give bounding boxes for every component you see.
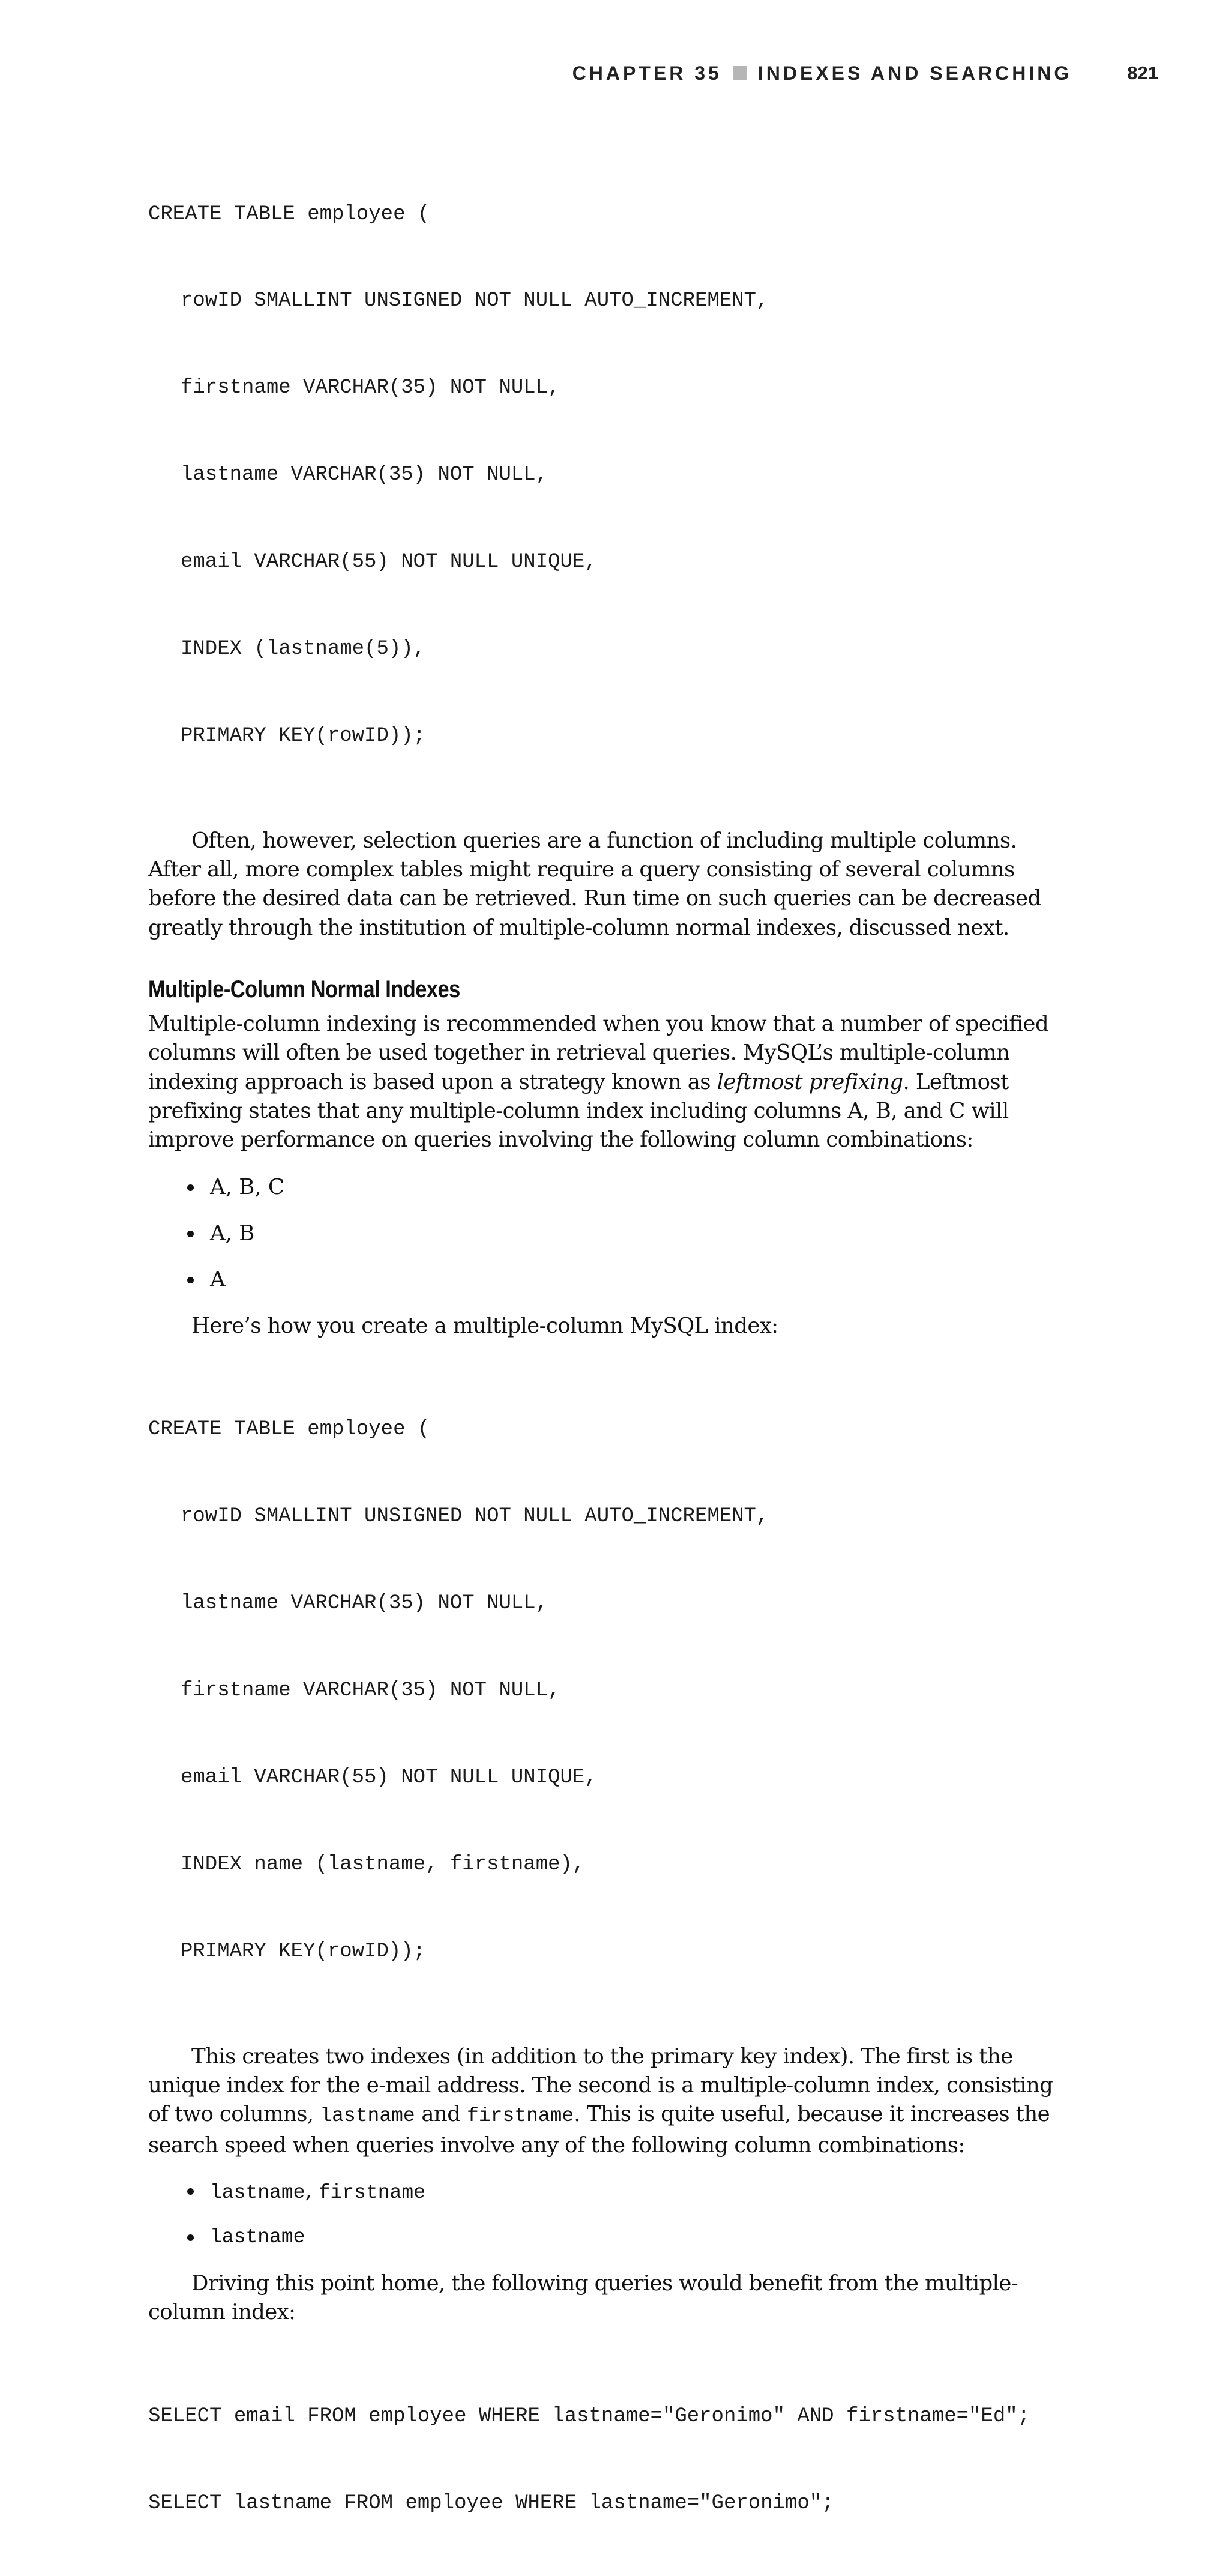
paragraph-text: . This is quite useful, because it increases the search speed when queries involve any of the following column combinations: — [148, 2102, 1050, 2158]
code-line: rowID SMALLINT UNSIGNED NOT NULL AUTO_INCREMENT, — [181, 289, 769, 313]
emphasis-term: leftmost prefixing — [717, 1069, 903, 1094]
list-item-code: lastname — [210, 2181, 305, 2204]
paragraph-leftmost-prefixing — [148, 1010, 1072, 1154]
bullet-icon — [187, 1277, 194, 1283]
chapter-title: INDEXES AND SEARCHING — [757, 62, 1072, 84]
paragraph-selection-queries: Often, however, selection queries are a function of including multiple columns. After all, more complex tables might require a query consisting of several columns before the desired data can be retrieved. Run time on such queries can be decreased greatly through the institution of multiple-column normal indexes, discussed next. — [148, 828, 1041, 940]
column-combinations-list — [148, 1173, 1072, 1312]
paragraph-text: and — [415, 2102, 467, 2127]
paragraph-text: . Leftmost prefixing states that any multiple-column index including columns A, B, and C will improve performance on queries involving the following column combinations: — [148, 1069, 1009, 1153]
code-line: email VARCHAR(55) NOT NULL UNIQUE, — [181, 1766, 597, 1789]
code-line: firstname VARCHAR(35) NOT NULL, — [181, 1679, 560, 1703]
bullet-icon — [187, 1184, 194, 1191]
inline-code: lastname — [320, 2105, 415, 2128]
page-number: 821 — [1127, 62, 1158, 83]
code-block-select-queries — [148, 2344, 1072, 2575]
code-line: SELECT email FROM employee WHERE lastname="Geronimo" AND firstname="Ed"; — [148, 2405, 1030, 2428]
bullet-icon — [187, 2188, 194, 2195]
code-line: email VARCHAR(55) NOT NULL UNIQUE, — [181, 550, 597, 574]
list-item — [148, 2177, 1072, 2223]
list-item — [148, 1219, 1072, 1265]
code-block-create-table-2 — [148, 1357, 1072, 2024]
code-line: rowID SMALLINT UNSIGNED NOT NULL AUTO_INCREMENT, — [181, 1505, 769, 1528]
code-line: lastname VARCHAR(35) NOT NULL, — [181, 463, 548, 487]
paragraph-two-indexes — [148, 2042, 1072, 2160]
code-line: lastname VARCHAR(35) NOT NULL, — [181, 1592, 548, 1615]
list-item-separator: , — [305, 2179, 319, 2203]
list-item-code: lastname — [210, 2225, 305, 2248]
code-line: SELECT lastname FROM employee WHERE lastname="Geronimo"; — [148, 2491, 834, 2515]
paragraph-how-to-create: Here’s how you create a multiple-column MySQL index: — [191, 1313, 778, 1338]
running-header — [572, 59, 1158, 88]
list-item — [148, 1173, 1072, 1219]
code-line: PRIMARY KEY(rowID)); — [181, 724, 426, 747]
list-item-text: A, B — [210, 1220, 255, 1246]
code-line: PRIMARY KEY(rowID)); — [181, 1940, 426, 1963]
page-content — [148, 142, 1072, 2576]
bullet-icon — [187, 1231, 194, 1237]
code-line: INDEX name (lastname, firstname), — [181, 1853, 585, 1876]
index-columns-list — [148, 2177, 1072, 2269]
paragraph-driving-point: Driving this point home, the following queries would benefit from the multiple-column index: — [148, 2270, 1018, 2325]
code-line: INDEX (lastname(5)), — [181, 638, 426, 661]
code-block-create-table-1 — [148, 142, 1072, 809]
paragraph-text: Multiple-column indexing is recommended when you know that a number of specified columns will often be used together in retrieval queries. MySQL’s multiple-column indexing approach is based upon a strategy known as — [148, 1012, 1049, 1094]
code-line: firstname VARCHAR(35) NOT NULL, — [181, 376, 560, 400]
code-line: CREATE TABLE employee ( — [148, 202, 430, 226]
inline-code: firstname — [467, 2105, 574, 2128]
list-item — [148, 1265, 1072, 1312]
chapter-label: CHAPTER 35 — [572, 62, 722, 84]
separator-square-icon — [733, 66, 747, 80]
list-item-text: A — [210, 1267, 226, 1292]
section-heading: Multiple-Column Normal Indexes — [148, 976, 460, 1003]
list-item — [148, 2223, 1072, 2269]
list-item-text: A, B, C — [210, 1174, 285, 1199]
paragraph-text: This creates two indexes (in addition to the primary key index). The first is the unique index for the e-mail address. The second is a multiple-column index, consisting of two columns, — [148, 2044, 1053, 2127]
list-item-code: firstname — [318, 2181, 425, 2204]
bullet-icon — [187, 2234, 194, 2241]
code-line: CREATE TABLE employee ( — [148, 1418, 430, 1441]
